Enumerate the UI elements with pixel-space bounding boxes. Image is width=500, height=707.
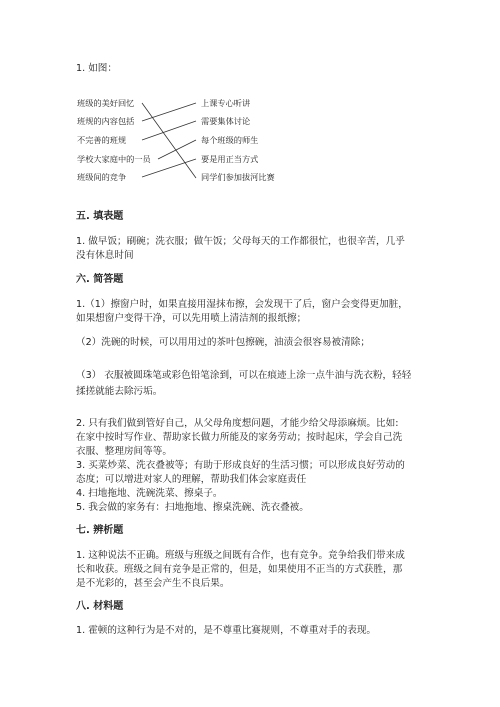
- s6-q1-part-3-line-1: （3） 衣服被圆珠笔或彩色铅笔涂到，可以在痕迹上涂一点牛油与洗衣粉，轻轻: [76, 370, 412, 381]
- s8-answer-line-1: 1. 霍顿的这种行为是不对的，是不尊重比赛规则，不尊重对手的表现。: [76, 625, 377, 636]
- right-item-4: 要是用正当方式: [201, 154, 259, 164]
- s6-q2-line-1: 2. 只有我们做到管好自己，从父母角度想问题，才能少给父母添麻烦。比如:: [76, 418, 399, 429]
- s6-q1-part-3-line-2: 揉搓就能去除污垢。: [76, 386, 163, 397]
- left-item-1: 班级的美好回忆: [77, 98, 135, 108]
- s6-q3-line-1: 3. 买菜炒菜、洗衣叠被等；有助于形成良好的生活习惯；可以形成良好劳动的: [76, 460, 405, 471]
- s7-answer-line-1: 1. 这种说法不正确。班级与班级之间既有合作，也有竞争。竞争给我们带来成: [76, 550, 405, 561]
- left-item-5: 班级间的竞争: [77, 172, 127, 182]
- s6-q2-line-2: 在家中按时写作业、帮助家长做力所能及的家务劳动；按时起床，学会自己洗: [76, 432, 403, 443]
- left-item-2: 班规的内容包括: [77, 116, 135, 126]
- s7-answer-line-3: 是不光彩的，甚至会产生不良后果。: [76, 578, 230, 589]
- right-item-5: 同学们参加拔河比赛: [201, 172, 275, 182]
- s6-q5: 5. 我会做的家务有：扫地拖地、擦桌洗碗、洗衣叠被。: [76, 502, 309, 513]
- s5-answer-line-1: 1. 做早饭；刷碗；洗衣服；做午饭；父母每天的工作都很忙，也很辛苦，几乎: [76, 236, 405, 247]
- section-8-title: 八. 材料题: [76, 601, 124, 612]
- right-item-1: 上课专心听讲: [201, 98, 251, 108]
- s6-q1-line-2: 如果想窗户变得干净，可以先用喷上清洁剂的报纸擦；: [76, 313, 307, 324]
- match-line-2: [142, 103, 196, 121]
- left-item-3: 不完善的班规: [77, 135, 127, 145]
- s6-q3-line-2: 态度；可以增进对家人的理解，帮助我们体会家庭责任: [76, 474, 307, 485]
- match-line-4: [158, 140, 196, 159]
- right-item-3: 每个班级的师生: [201, 135, 259, 145]
- s5-answer-line-2: 没有休息时间: [76, 250, 134, 261]
- s6-q1-part-2: （2）洗碗的时候，可以用用过的茶叶包擦碗，油渍会很容易被清除；: [76, 337, 370, 348]
- s7-answer-line-2: 长和收获。班级之间有竞争是正常的，但是，如果使用不正当的方式获胜，那: [76, 564, 403, 575]
- match-line-1: [142, 103, 196, 178]
- s6-q4: 4. 扫地拖地、洗碗洗菜、擦桌子。: [76, 488, 223, 499]
- section-7-title: 七. 辨析题: [76, 525, 124, 536]
- match-line-3: [142, 121, 196, 140]
- question-1-label: 1. 如图：: [76, 63, 117, 74]
- section-5-title: 五. 填表题: [76, 211, 124, 222]
- right-item-2: 需要集体讨论: [201, 116, 251, 126]
- s6-q2-line-3: 衣服、整理房间等等。: [76, 446, 172, 457]
- left-item-4: 学校大家庭中的一员: [77, 154, 151, 164]
- section-6-title: 六. 简答题: [76, 274, 124, 285]
- match-line-5: [142, 159, 196, 177]
- s6-q1-line-1: 1.（1）擦窗户时，如果直接用湿抹布擦，会发现干了后，窗户会变得更加脏，: [76, 299, 408, 310]
